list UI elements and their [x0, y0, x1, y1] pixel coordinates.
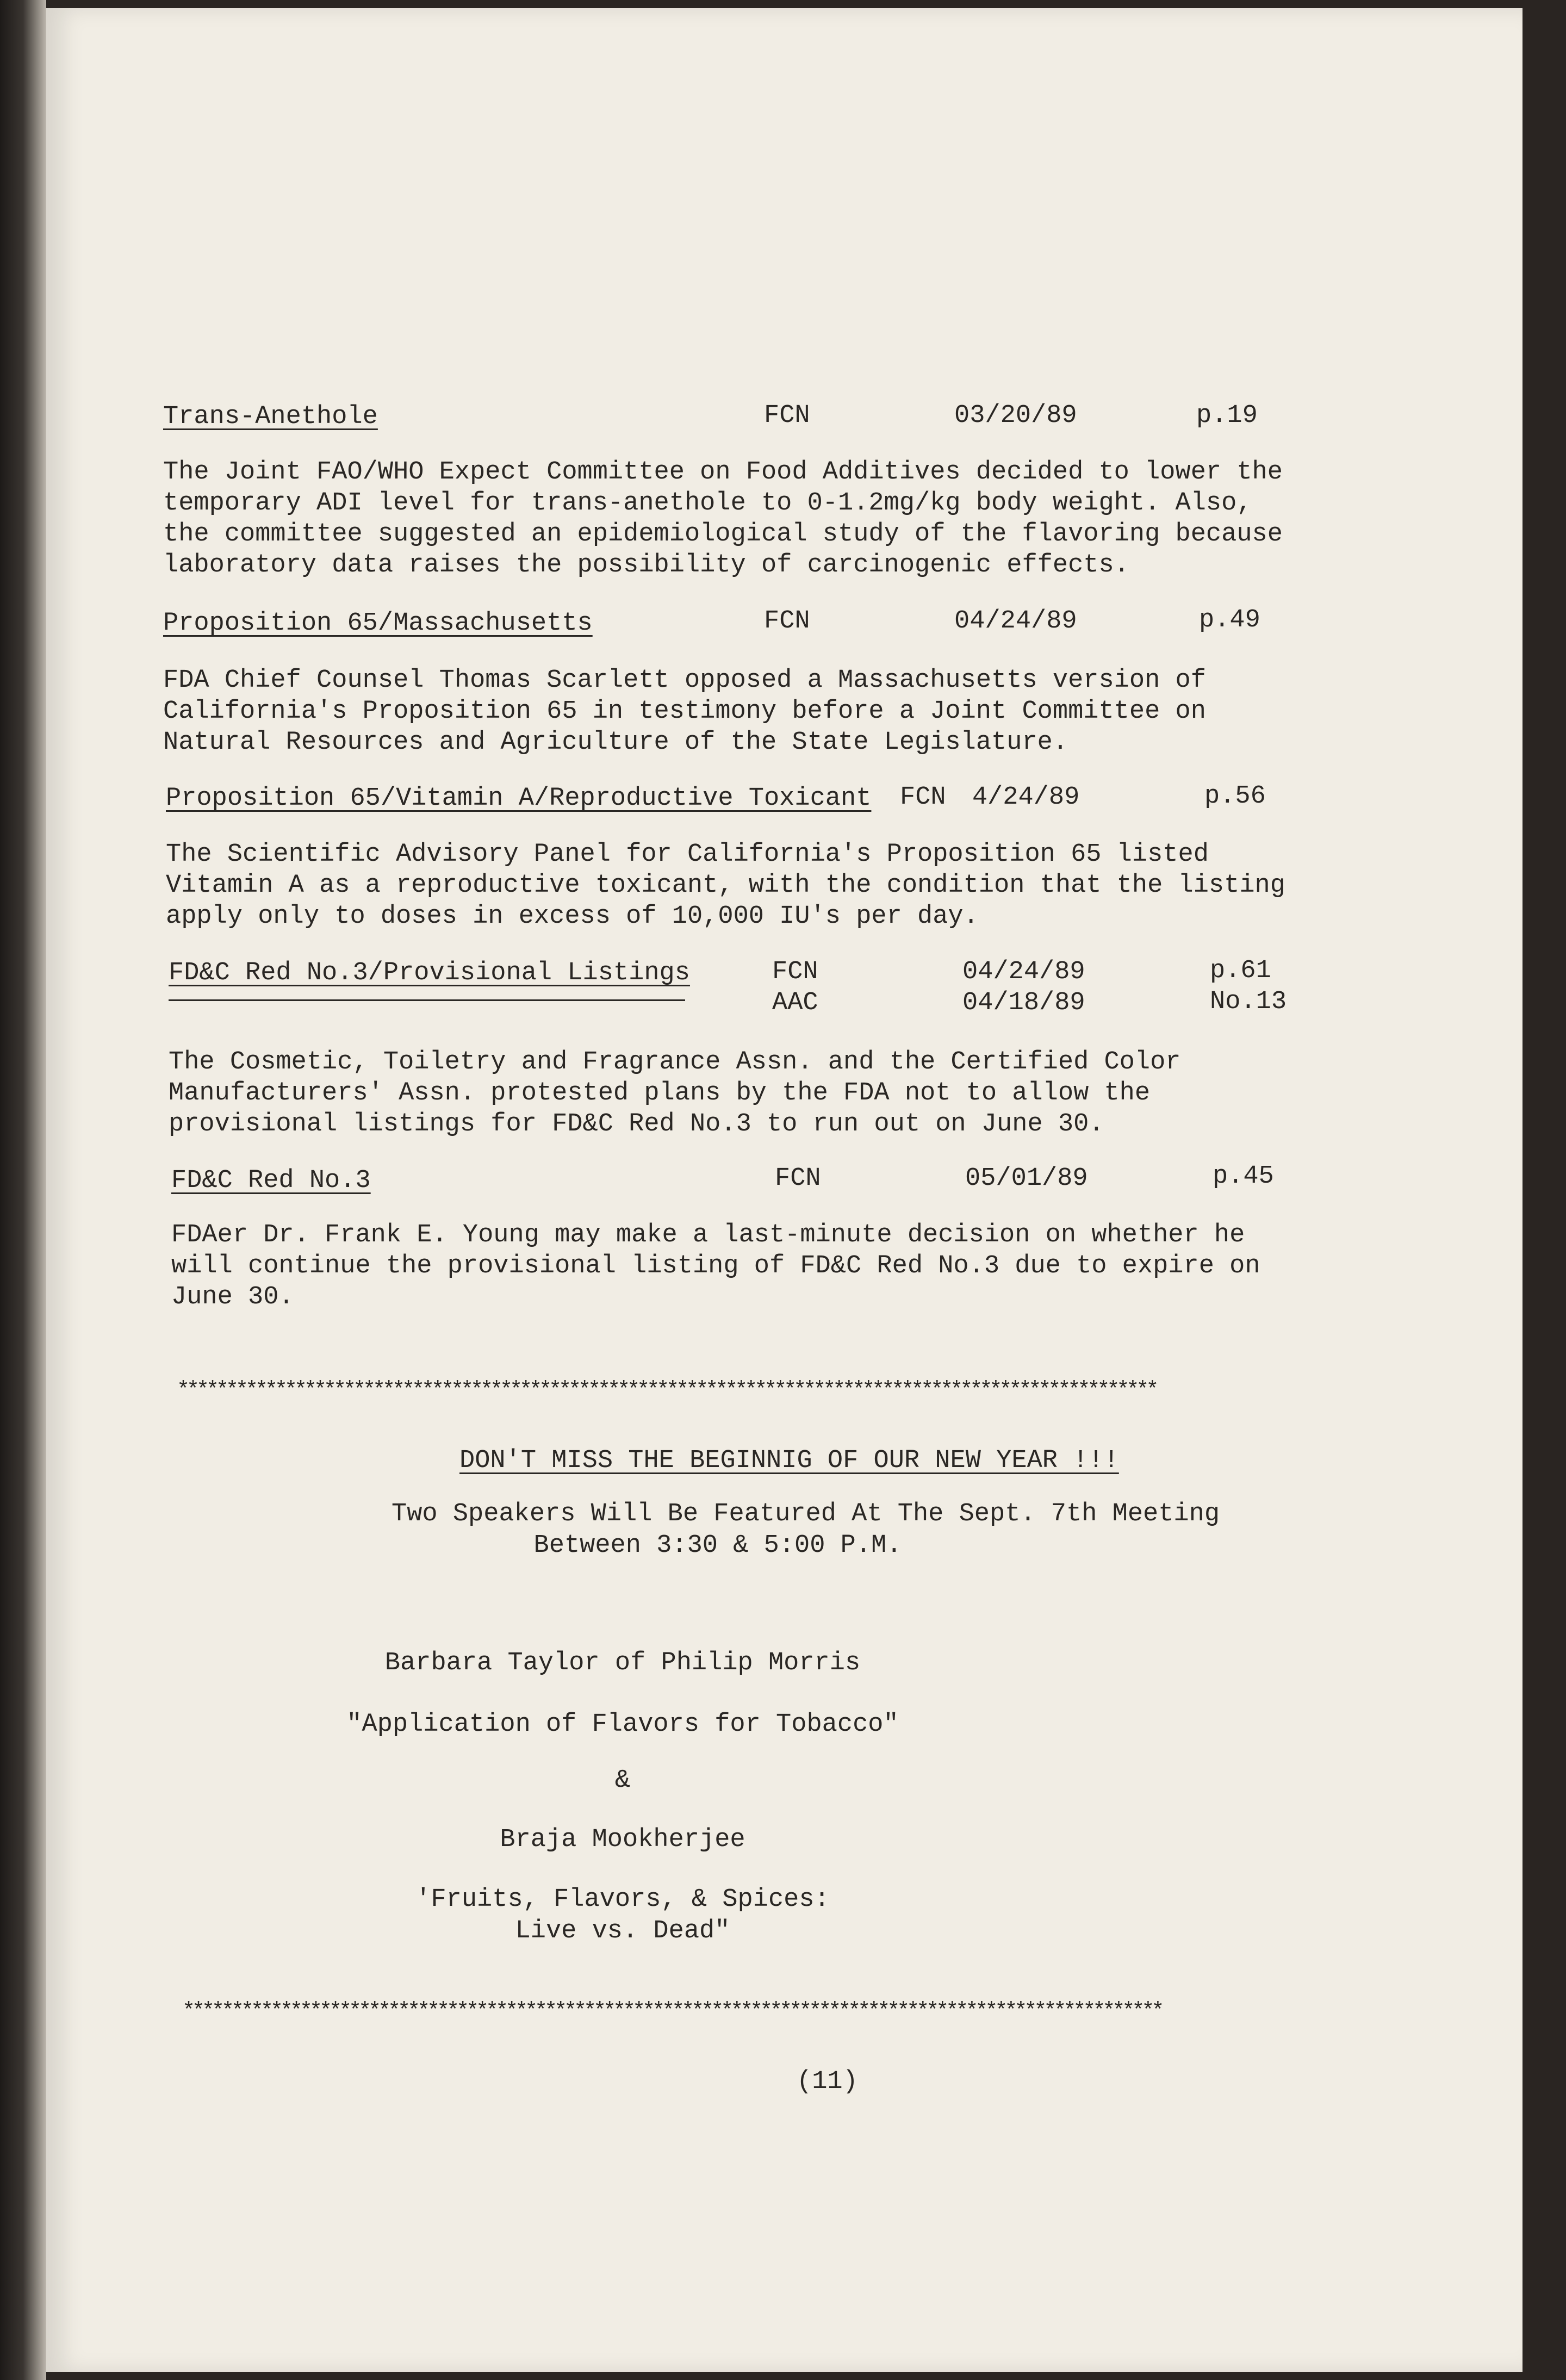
announcement-time: Between 3:30 & 5:00 P.M.	[533, 1531, 902, 1560]
ampersand: &	[614, 1766, 631, 1795]
speaker-talk-title: Live vs. Dead"	[515, 1917, 730, 1946]
entry-title: Proposition 65/Vitamin A/Reproductive Toxicant	[166, 784, 872, 813]
entry-title: FD&C Red No.3	[171, 1166, 371, 1195]
entry-date: 04/18/89	[962, 989, 1085, 1017]
entry-body: FDA Chief Counsel Thomas Scarlett opposed a Massachusetts version of California's Proposition 65 in testimony before a Joint Committee on Natural Resources and Agriculture of the State Legislature.	[163, 666, 1206, 757]
entry-body: The Joint FAO/WHO Expect Committee on Food Additives decided to lower the temporary ADI level for trans-anethole to 0-1.2mg/kg body weight. Also, the committee suggested an epidemiological study of the flavoring because laboratory data raises the possibility of carcinogenic effects.	[163, 458, 1283, 580]
entry-date: 05/01/89	[965, 1164, 1088, 1193]
entry-source-and-date	[900, 785, 1079, 810]
entry-source: FCN	[775, 1164, 821, 1193]
entry-source: AAC	[772, 989, 818, 1017]
entry-page: p.45	[1213, 1162, 1274, 1191]
entry-body: The Scientific Advisory Panel for California's Proposition 65 listed Vitamin A as a reproductive toxicant, with the condition that the listing apply only to doses in excess of 10,000 IU's per day.	[166, 840, 1285, 931]
entry-title: Proposition 65/Massachusetts	[163, 609, 593, 638]
book-binding	[0, 0, 46, 2380]
entry-date: 03/20/89	[954, 401, 1077, 430]
speaker-talk-title: "Application of Flavors for Tobacco"	[346, 1710, 899, 1739]
entry-page: p.19	[1196, 401, 1258, 430]
entry-date: 04/24/89	[954, 607, 1077, 636]
entry-body: FDAer Dr. Frank E. Young may make a last-minute decision on whether he will continue the provisional listing of FD&C Red No.3 due to expire on June 30.	[171, 1221, 1260, 1312]
entry-source: FCN	[900, 783, 946, 812]
entry-page: p.61	[1210, 956, 1271, 985]
entry-source: FCN	[764, 401, 810, 430]
entry-title: Trans-Anethole	[163, 402, 378, 431]
asterisk-separator: ****************************************************************************************************	[177, 1378, 1156, 1403]
asterisk-separator: ****************************************************************************************************	[182, 1999, 1161, 2024]
document-page	[46, 8, 1522, 2372]
entry-source: FCN	[772, 958, 818, 986]
announcement-line: Two Speakers Will Be Featured At The Sept. 7th Meeting	[391, 1500, 1220, 1528]
entry-page: No.13	[1210, 987, 1287, 1016]
entry-date: 04/24/89	[962, 958, 1085, 986]
entry-page: p.56	[1204, 782, 1266, 811]
speaker-name: Braja Mookherjee	[500, 1825, 745, 1854]
announcement-heading: DON'T MISS THE BEGINNIG OF OUR NEW YEAR !!!	[459, 1446, 1119, 1475]
entry-page: p.49	[1199, 606, 1260, 635]
entry-title: FD&C Red No.3/Provisional Listings	[169, 959, 690, 987]
entry-date: 4/24/89	[972, 783, 1080, 812]
entry-body: The Cosmetic, Toiletry and Fragrance Assn. and the Certified Color Manufacturers' Assn. protested plans by the FDA not to allow the provisional listings for FD&C Red No.3 to run out on June 30.	[169, 1048, 1181, 1139]
speaker-name: Barbara Taylor of Philip Morris	[384, 1649, 861, 1677]
entry-source: FCN	[764, 607, 810, 636]
title-double-underline	[169, 999, 685, 1001]
speaker-talk-title: 'Fruits, Flavors, & Spices:	[415, 1885, 830, 1914]
page-number: (11)	[797, 2067, 858, 2096]
